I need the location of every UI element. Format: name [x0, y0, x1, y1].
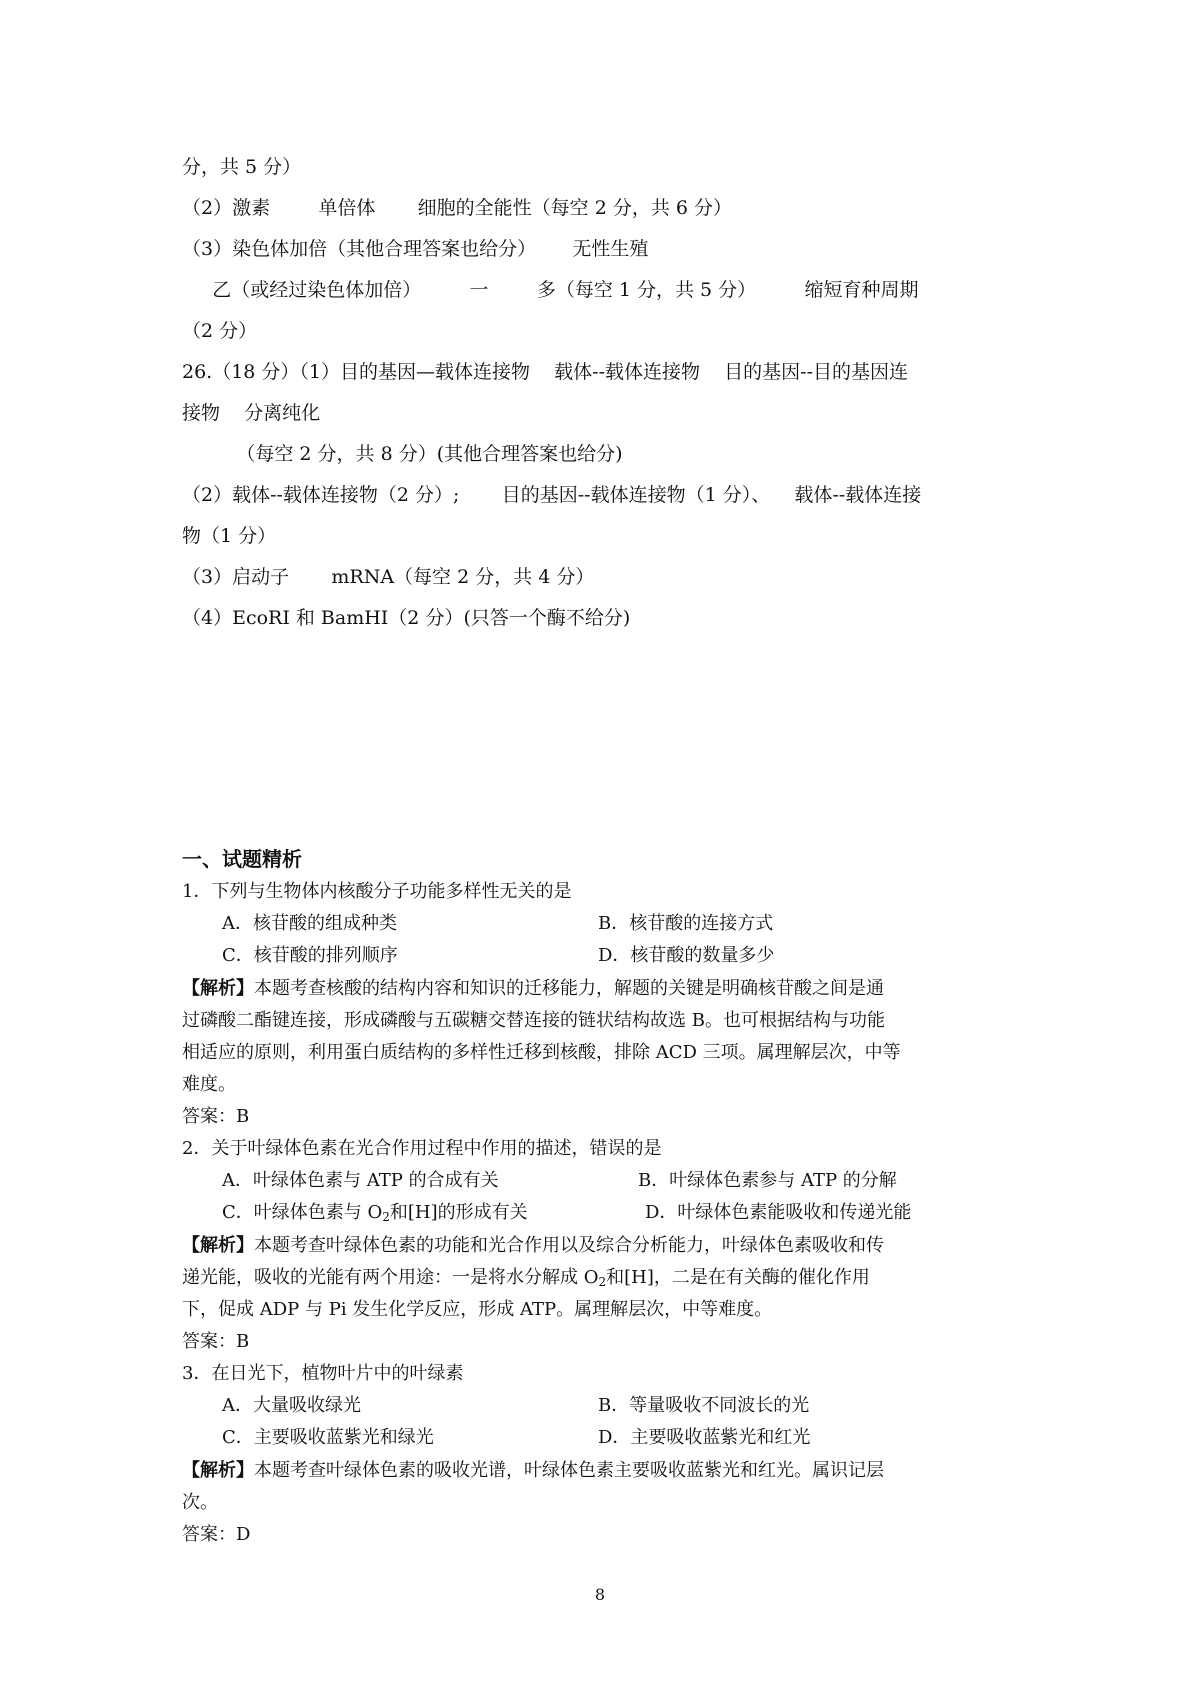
- analysis-line: 下，促成 ADP 与 Pi 发生化学反应，形成 ATP。属理解层次，中等难度。: [182, 1299, 773, 1320]
- answer-line: 分，共 5 分）: [182, 156, 302, 178]
- analysis-line: 次。: [182, 1492, 218, 1513]
- analysis-line: 相适应的原则，利用蛋白质结构的多样性迁移到核酸，排除 ACD 三项。属理解层次，中等: [182, 1042, 901, 1063]
- option-a: A．核苷酸的组成种类: [222, 913, 397, 934]
- analysis-line: [182, 1459, 884, 1483]
- section-title: 一、试题精析: [182, 847, 302, 871]
- option-a: A．叶绿体色素与 ATP 的合成有关: [222, 1170, 499, 1191]
- answer-line: （3）启动子 mRNA（每空 2 分，共 4 分）: [182, 566, 595, 588]
- option-d: D．核苷酸的数量多少: [598, 945, 775, 966]
- answer-line: （2）激素 单倍体 细胞的全能性（每空 2 分，共 6 分）: [182, 197, 733, 219]
- analysis-line: [182, 1234, 884, 1258]
- analysis-line: [182, 977, 884, 1001]
- option-b: B．核苷酸的连接方式: [598, 913, 774, 934]
- analysis-label: 【解析】: [182, 1460, 254, 1481]
- analysis-text: 本题考查叶绿体色素的功能和光合作用以及综合分析能力，叶绿体色素吸收和传: [254, 1235, 884, 1256]
- analysis-label: 【解析】: [182, 1235, 254, 1256]
- answer-line: （3）染色体加倍（其他合理答案也给分） 无性生殖: [182, 238, 649, 260]
- answer-line: 乙（或经过染色体加倍） 一 多（每空 1 分，共 5 分） 缩短育种周期: [182, 279, 919, 301]
- option-b: B．等量吸收不同波长的光: [598, 1395, 810, 1416]
- answer-line: （2）载体--载体连接物（2 分）; 目的基因--载体连接物（1 分）、 载体--载体连接: [182, 484, 922, 506]
- answer-line: 物（1 分）: [182, 525, 277, 547]
- page-number: 8: [594, 1585, 606, 1604]
- answer-line: （每空 2 分，共 8 分）(其他合理答案也给分): [182, 443, 623, 465]
- question-stem: 2．关于叶绿体色素在光合作用过程中作用的描述，错误的是: [182, 1138, 662, 1159]
- analysis-label: 【解析】: [182, 978, 254, 999]
- option-b: B．叶绿体色素参与 ATP 的分解: [638, 1170, 897, 1191]
- answer: 答案：B: [182, 1331, 250, 1352]
- option-c: C．核苷酸的排列顺序: [222, 945, 398, 966]
- answer-line: 接物 分离纯化: [182, 402, 321, 424]
- question-stem: 1．下列与生物体内核酸分子功能多样性无关的是: [182, 881, 572, 902]
- answer: 答案：B: [182, 1106, 250, 1127]
- analysis-line: 过磷酸二酯键连接，形成磷酸与五碳糖交替连接的链状结构故选 B。也可根据结构与功能: [182, 1010, 885, 1031]
- analysis-line: 难度。: [182, 1074, 236, 1095]
- option-d: D．叶绿体色素能吸收和传递光能: [645, 1202, 912, 1223]
- answer: 答案：D: [182, 1524, 251, 1545]
- option-a: A．大量吸收绿光: [222, 1395, 361, 1416]
- option-d: D．主要吸收蓝紫光和红光: [598, 1427, 811, 1448]
- analysis-line: 递光能，吸收的光能有两个用途：一是将水分解成 $O_2$和[H]，二是在有关酶的催化作用: [182, 1267, 870, 1289]
- option-c: C．主要吸收蓝紫光和绿光: [222, 1427, 434, 1448]
- answer-line: 26.（18 分）（1）目的基因—载体连接物 载体--载体连接物 目的基因--目的基因连: [182, 361, 909, 383]
- question-stem: 3．在日光下，植物叶片中的叶绿素: [182, 1363, 464, 1384]
- option-c: C．叶绿体色素与 $O_2$和[H]的形成有关: [222, 1202, 528, 1224]
- answer-line: （2 分）: [182, 320, 258, 342]
- analysis-text: 本题考查核酸的结构内容和知识的迁移能力，解题的关键是明确核苷酸之间是通: [254, 978, 884, 999]
- analysis-text: 本题考查叶绿体色素的吸收光谱，叶绿体色素主要吸收蓝紫光和红光。属识记层: [254, 1460, 884, 1481]
- answer-line: （4）EcoRI 和 BamHI（2 分）(只答一个酶不给分): [182, 607, 631, 629]
